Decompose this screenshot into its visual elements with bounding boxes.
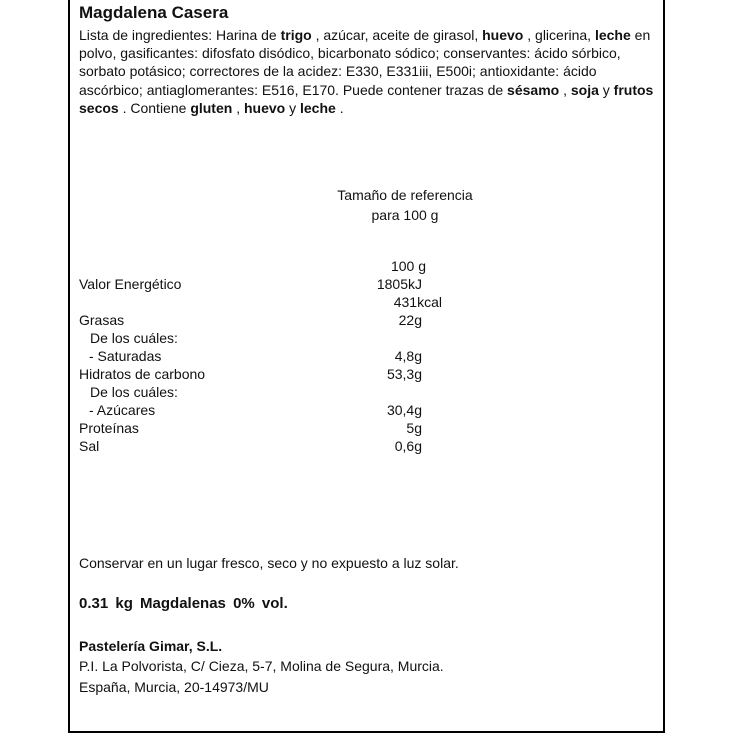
ingredient-text: , glicerina, (523, 27, 595, 43)
product-label (68, 0, 665, 733)
allergen-text: frutos secos (79, 81, 654, 116)
ingredient-text: , (232, 99, 244, 116)
saturated-label: - Saturadas (89, 348, 162, 364)
of-which-carbs: De los cuáles: (90, 384, 178, 400)
fat-value: 22g (398, 312, 422, 328)
ingredient-text: , azúcar, aceite de girasol, (311, 27, 483, 43)
reference-size-line1: Tamaño de referencia (337, 187, 473, 203)
carbs-value: 53,3g (386, 366, 422, 382)
saturated-value: 4,8g (394, 348, 422, 364)
ingredient-text: en polvo, gasificantes: difosfato disódico, bicarbonato sódico; conservantes: ácido sórbico, sorbato potásico; correctores de la acidez: E330, E331iii, E500i; antioxidante: ácido ascórbico; antiaglomerantes: E516, E170. Puede contener trazas de (79, 27, 651, 98)
energy-kcal: 431kcal (393, 294, 442, 310)
allergen-text: trigo (280, 27, 312, 43)
allergen-text: gluten (190, 99, 233, 116)
protein-value: 5g (406, 420, 422, 436)
ingredient-text: y (598, 81, 614, 98)
allergen-text: sésamo (507, 81, 560, 98)
sugars-label: - Azúcares (89, 402, 156, 418)
of-which-fat: De los cuáles: (90, 330, 178, 346)
allergen-text: leche (594, 27, 631, 43)
carbs-label: Hidratos de carbono (79, 366, 206, 382)
sugars-value: 30,4g (386, 402, 422, 418)
allergen-text: leche (300, 99, 336, 116)
manufacturer-address: P.I. La Polvorista, C/ Cieza, 5-7, Molina de Segura, Murcia. (79, 658, 444, 674)
reference-size (315, 185, 495, 225)
ingredients-text (79, 26, 664, 117)
ingredient-text: . (335, 99, 344, 116)
fat-label: Grasas (79, 312, 125, 328)
ingredient-text: y (285, 99, 300, 116)
allergen-text: huevo (243, 99, 286, 116)
ingredient-text: Harina de (215, 27, 281, 43)
energy-kj: 1805kJ (376, 276, 422, 292)
energy-label: Valor Energético (79, 276, 182, 292)
allergen-text: soja (570, 81, 599, 98)
storage-instructions: Conservar en un lugar fresco, seco y no expuesto a luz solar. (79, 555, 459, 571)
ingredients-label: Lista de ingredientes: (79, 27, 216, 43)
reference-size-line2: para 100 g (371, 207, 439, 223)
manufacturer-registry: España, Murcia, 20-14973/MU (79, 679, 269, 695)
net-content: 0.31 kg Magdalenas 0% vol. (79, 595, 288, 612)
protein-label: Proteínas (79, 420, 139, 436)
ingredient-text: , (559, 81, 571, 98)
ingredient-text: . Contiene (118, 99, 191, 116)
per-100g-header: 100 g (390, 258, 426, 274)
salt-value: 0,6g (394, 438, 422, 454)
allergen-text: huevo (482, 27, 524, 43)
product-title: Magdalena Casera (79, 3, 229, 22)
salt-label: Sal (79, 438, 100, 454)
manufacturer-name: Pastelería Gimar, S.L. (79, 638, 223, 654)
